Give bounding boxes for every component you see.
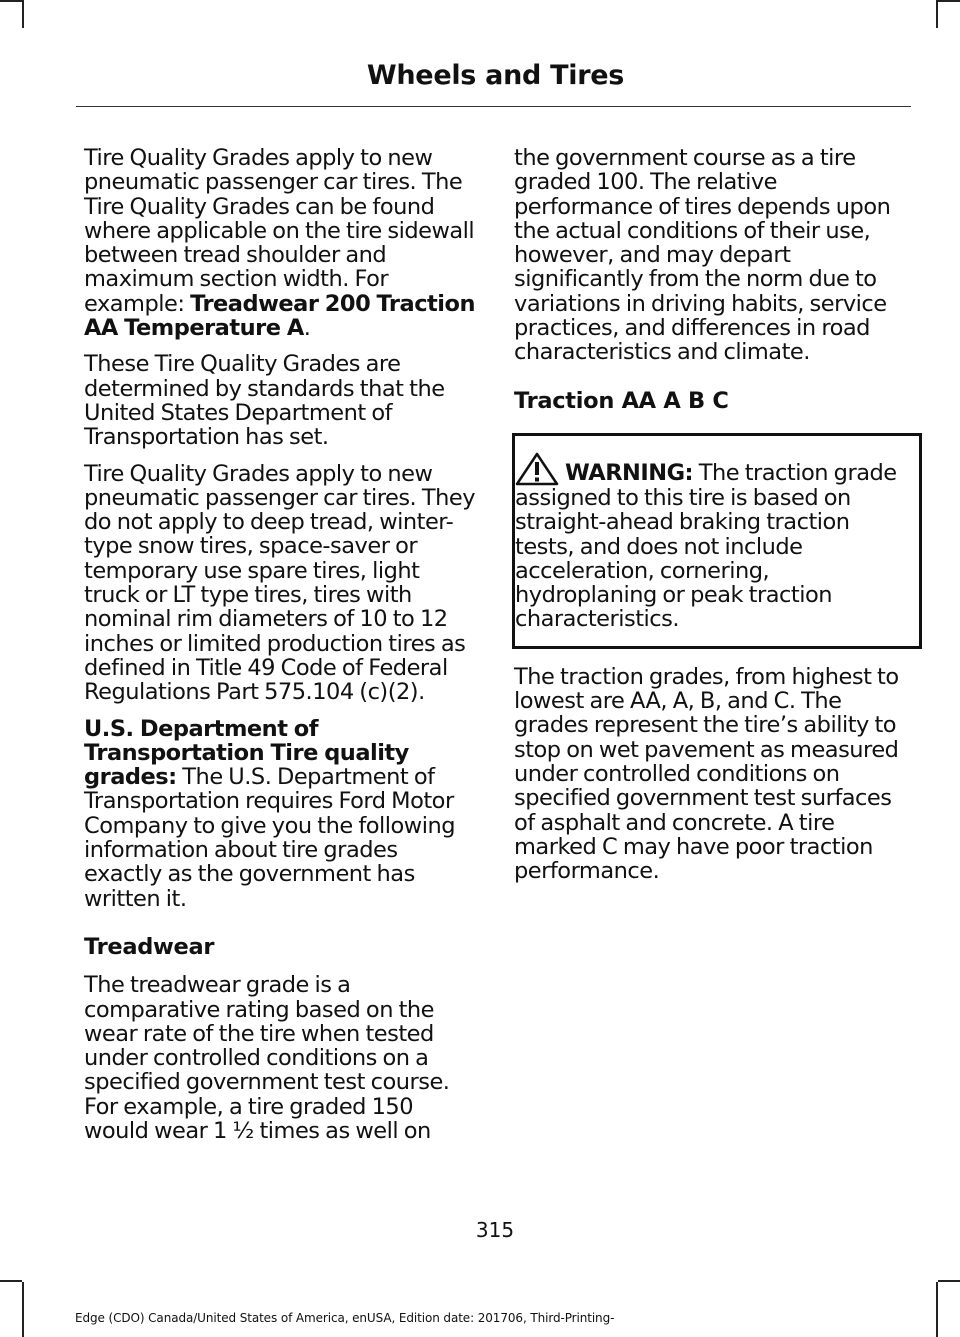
crop-mark — [0, 0, 22, 2]
warning-triangle-icon — [515, 452, 559, 486]
warning-box — [512, 433, 922, 649]
example-grade: Treadwear 200 Traction AA Temperature A — [84, 290, 475, 342]
warning-text: The traction grade assigned to this tire is based on straight-ahead braking traction tests, and does not include acceleration, cornering, hydroplaning or peak traction characteristics. — [515, 459, 897, 633]
paragraph-treadwear-cont: the government course as a tire graded 100. The relative performance of tires depends upon the actual conditions of their use, however, and may depart significantly from the norm due to variations in driving habits, service practices, and differences in road characteristics and climate. — [514, 145, 891, 366]
crop-mark — [938, 1280, 960, 1282]
right-column — [514, 146, 914, 895]
crop-mark — [938, 0, 960, 2]
crop-mark — [22, 0, 24, 28]
page-number: 315 — [475, 1218, 515, 1242]
paragraph-dot-grades — [84, 717, 476, 911]
crop-mark — [0, 1280, 22, 1282]
paragraph-text: Tire Quality Grades apply to new pneumatic passenger car tires. The Tire Quality Grades can be found where applicable on the tire sidewall between tread shoulder and maximum section width. For example: — [84, 145, 475, 317]
heading-traction: Traction AA A B C — [514, 387, 729, 414]
paragraph-standards: These Tire Quality Grades are determined by standards that the United States Department of Transportation has set. — [84, 351, 445, 451]
warning-label: WARNING: — [565, 459, 694, 486]
paragraph-quality-grades — [84, 146, 476, 340]
paragraph-treadwear: The treadwear grade is a comparative rating based on the wear rate of the tire when tested under controlled conditions on a specified government test course. For example, a tire graded 150 would wear 1 ½ times as well on — [84, 972, 450, 1144]
footer-edition: Edge (CDO) Canada/United States of America, enUSA, Edition date: 201706, Third-Printing- — [75, 1311, 615, 1325]
warning-paragraph — [515, 452, 911, 632]
header-divider — [76, 106, 911, 107]
heading-treadwear: Treadwear — [84, 933, 215, 960]
paragraph-applicability: Tire Quality Grades apply to new pneumatic passenger car tires. They do not apply to deep tread, winter-type snow tires, space-saver or temporary use spare tires, light truck or LT type tires, tires with nominal rim diameters of 10 to 12 inches or limited production tires as defined in Title 49 Code of Federal Regulations Part 575.104 (c)(2). — [84, 460, 476, 706]
paragraph-text: The U.S. Department of Transportation requires Ford Motor Company to give you the following information about tire grades exactly as the government has written it. — [84, 764, 455, 912]
crop-mark — [936, 1282, 938, 1337]
paragraph-end: . — [303, 315, 311, 342]
page-title: Wheels and Tires — [366, 60, 624, 91]
paragraph-traction-grades: The traction grades, from highest to lowest are AA, A, B, and C. The grades represent the tire’s ability to stop on wet pavement as measured under controlled conditions on specified government test surfaces of asphalt and concrete. A tire marked C may have poor traction performance. — [514, 663, 899, 885]
crop-mark — [936, 0, 938, 28]
dot-grades-heading: U.S. Department of Transportation Tire quality grades: — [84, 715, 409, 791]
left-column — [84, 146, 476, 1155]
crop-mark — [22, 1282, 24, 1337]
